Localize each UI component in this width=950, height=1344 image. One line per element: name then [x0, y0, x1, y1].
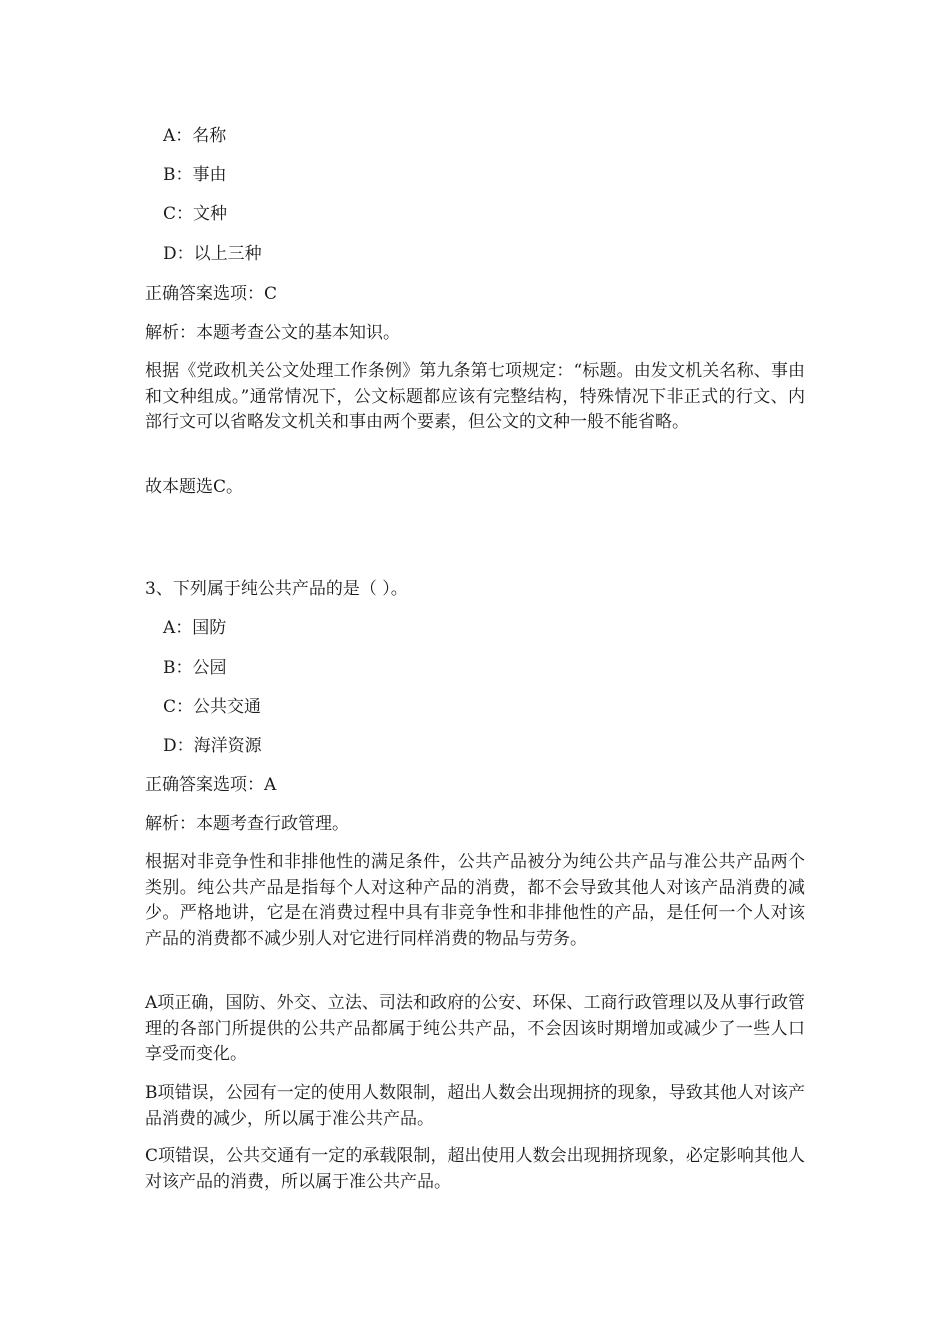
- q3-analysis: 解析：本题考查行政管理。: [145, 814, 349, 834]
- q2-analysis: 解析：本题考查公文的基本知识。: [145, 323, 400, 343]
- q3-option-a: A：国防: [163, 618, 227, 638]
- q2-option-c: C：文种: [163, 204, 228, 224]
- q3-option-b: B：公园: [163, 658, 227, 678]
- q3-answer: 正确答案选项：A: [145, 775, 277, 795]
- q3-option-d: D：海洋资源: [163, 736, 262, 756]
- q2-option-b: B：事由: [163, 165, 227, 185]
- q3-paragraph-option-b: B项错误，公园有一定的使用人数限制，超出人数会出现拥挤的现象，导致其他人对该产品消费的减少，所以属于准公共产品。: [145, 1083, 805, 1129]
- q2-conclusion: 故本题选C。: [145, 477, 244, 497]
- q2-answer: 正确答案选项：C: [145, 284, 278, 304]
- q3-option-c: C：公共交通: [163, 697, 262, 717]
- q2-option-d: D：以上三种: [163, 244, 262, 264]
- q3-question: 3、下列属于纯公共产品的是（ ）。: [145, 579, 408, 599]
- q3-paragraph-definition: 根据对非竞争性和非排他性的满足条件，公共产品被分为纯公共产品与准公共产品两个类别。纯公共产品是指每个人对这种产品的消费，都不会导致其他人对该产品消费的减少。严格地讲，它是在消费过程中具有非竞争性和非排他性的产品，是任何一个人对该产品的消费都不减少别人对它进行同样消费的物品与劳务。: [145, 852, 805, 949]
- q2-option-a: A：名称: [163, 126, 227, 146]
- q3-paragraph-option-a: A项正确，国防、外交、立法、司法和政府的公安、环保、工商行政管理以及从事行政管理的各部门所提供的公共产品都属于纯公共产品，不会因该时期增加或减少了一些人口享受而变化。: [145, 993, 805, 1064]
- q3-paragraph-option-c: C项错误，公共交通有一定的承载限制，超出使用人数会出现拥挤现象，必定影响其他人对该产品的消费，所以属于准公共产品。: [145, 1146, 805, 1192]
- q2-explanation: 根据《党政机关公文处理工作条例》第九条第七项规定：“标题。由发文机关名称、事由和文种组成。”通常情况下，公文标题都应该有完整结构，特殊情况下非正式的行文、内部行文可以省略发文机关和事由两个要素，但公文的文种一般不能省略。: [145, 361, 805, 432]
